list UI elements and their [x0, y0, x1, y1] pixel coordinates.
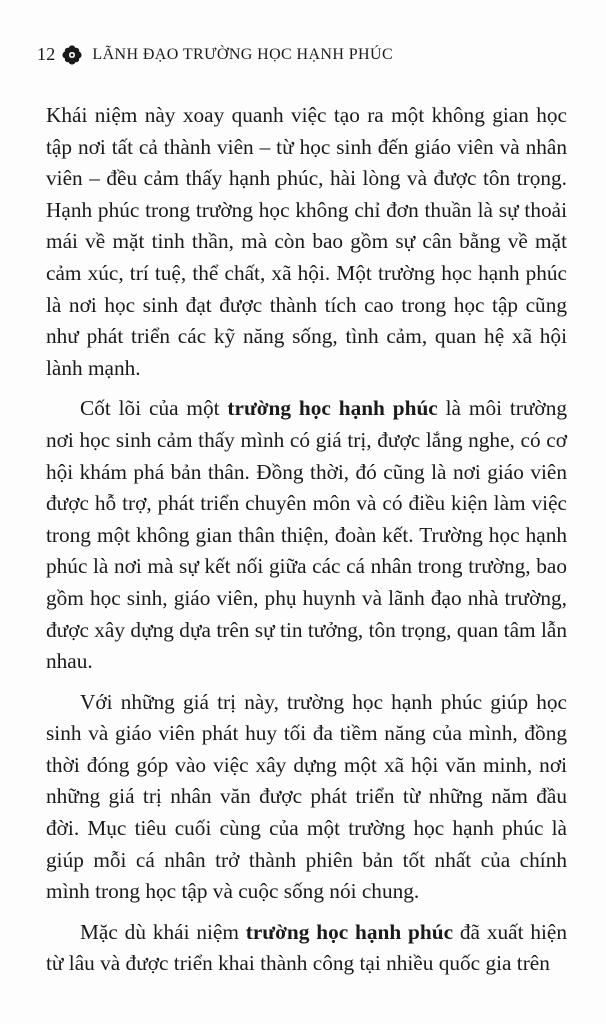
body-text [46, 100, 567, 989]
paragraph-3 [46, 687, 567, 908]
emphasis-term: trường học hạnh phúc [245, 919, 454, 944]
page-number: 12 [37, 44, 56, 64]
emphasis-term: trường học hạnh phúc [227, 396, 438, 421]
paragraph-text: Với những giá trị này, trường học hạnh phúc giúp học sinh và giáo viên phát huy tối đa tiềm năng của mình, đồng thời đóng góp vào việc xây dựng một xã hội văn minh, nơi những giá trị nhân văn được phát triển từ những năm đầu đời. Mục tiêu cuối cùng của một trường học hạnh phúc là giúp mỗi cá nhân trở thành phiên bản tốt nhất của chính mình trong học tập và cuộc sống nói chung. [46, 689, 567, 904]
book-title: LÃNH ĐẠO TRƯỜNG HỌC HẠNH PHÚC [92, 45, 394, 63]
paragraph-text: đã xuất hiện từ lâu và được triển khai thành công tại nhiều quốc gia trên [46, 919, 567, 976]
paragraph-text: Khái niệm này xoay quanh việc tạo ra một không gian học tập nơi tất cả thành viên – từ học sinh đến giáo viên và nhân viên – đều cảm thấy hạnh phúc, hài lòng và được tôn trọng. Hạnh phúc trong trường học không chỉ đơn thuần là sự thoải mái về mặt tinh thần, mà còn bao gồm sự cân bằng về mặt cảm xúc, trí tuệ, thể chất, xã hội. Một trường học hạnh phúc là nơi học sinh đạt được thành tích cao trong học tập cũng như phát triển các kỹ năng sống, tình cảm, quan hệ xã hội lành mạnh. [46, 103, 567, 380]
paragraph-4 [46, 917, 567, 980]
running-header [37, 44, 393, 65]
paragraph-text: Cốt lõi của một [80, 396, 228, 421]
paragraph-text: Mặc dù khái niệm [80, 919, 246, 944]
paragraph-2 [46, 393, 567, 677]
paragraph-text: là môi trường nơi học sinh cảm thấy mình có giá trị, được lắng nghe, có cơ hội khám phá bản thân. Đồng thời, đó cũng là nơi giáo viên được hỗ trợ, phát triển chuyên môn và có điều kiện làm việc trong một không gian thân thiện, đoàn kết. Trường học hạnh phúc là nơi mà sự kết nối giữa các cá nhân trong trường, bao gồm học sinh, giáo viên, phụ huynh và lãnh đạo nhà trường, được xây dựng dựa trên sự tin tưởng, tôn trọng, quan tâm lẫn nhau. [46, 396, 567, 674]
flower-ornament-icon [62, 45, 82, 65]
paragraph-1 [46, 100, 567, 384]
